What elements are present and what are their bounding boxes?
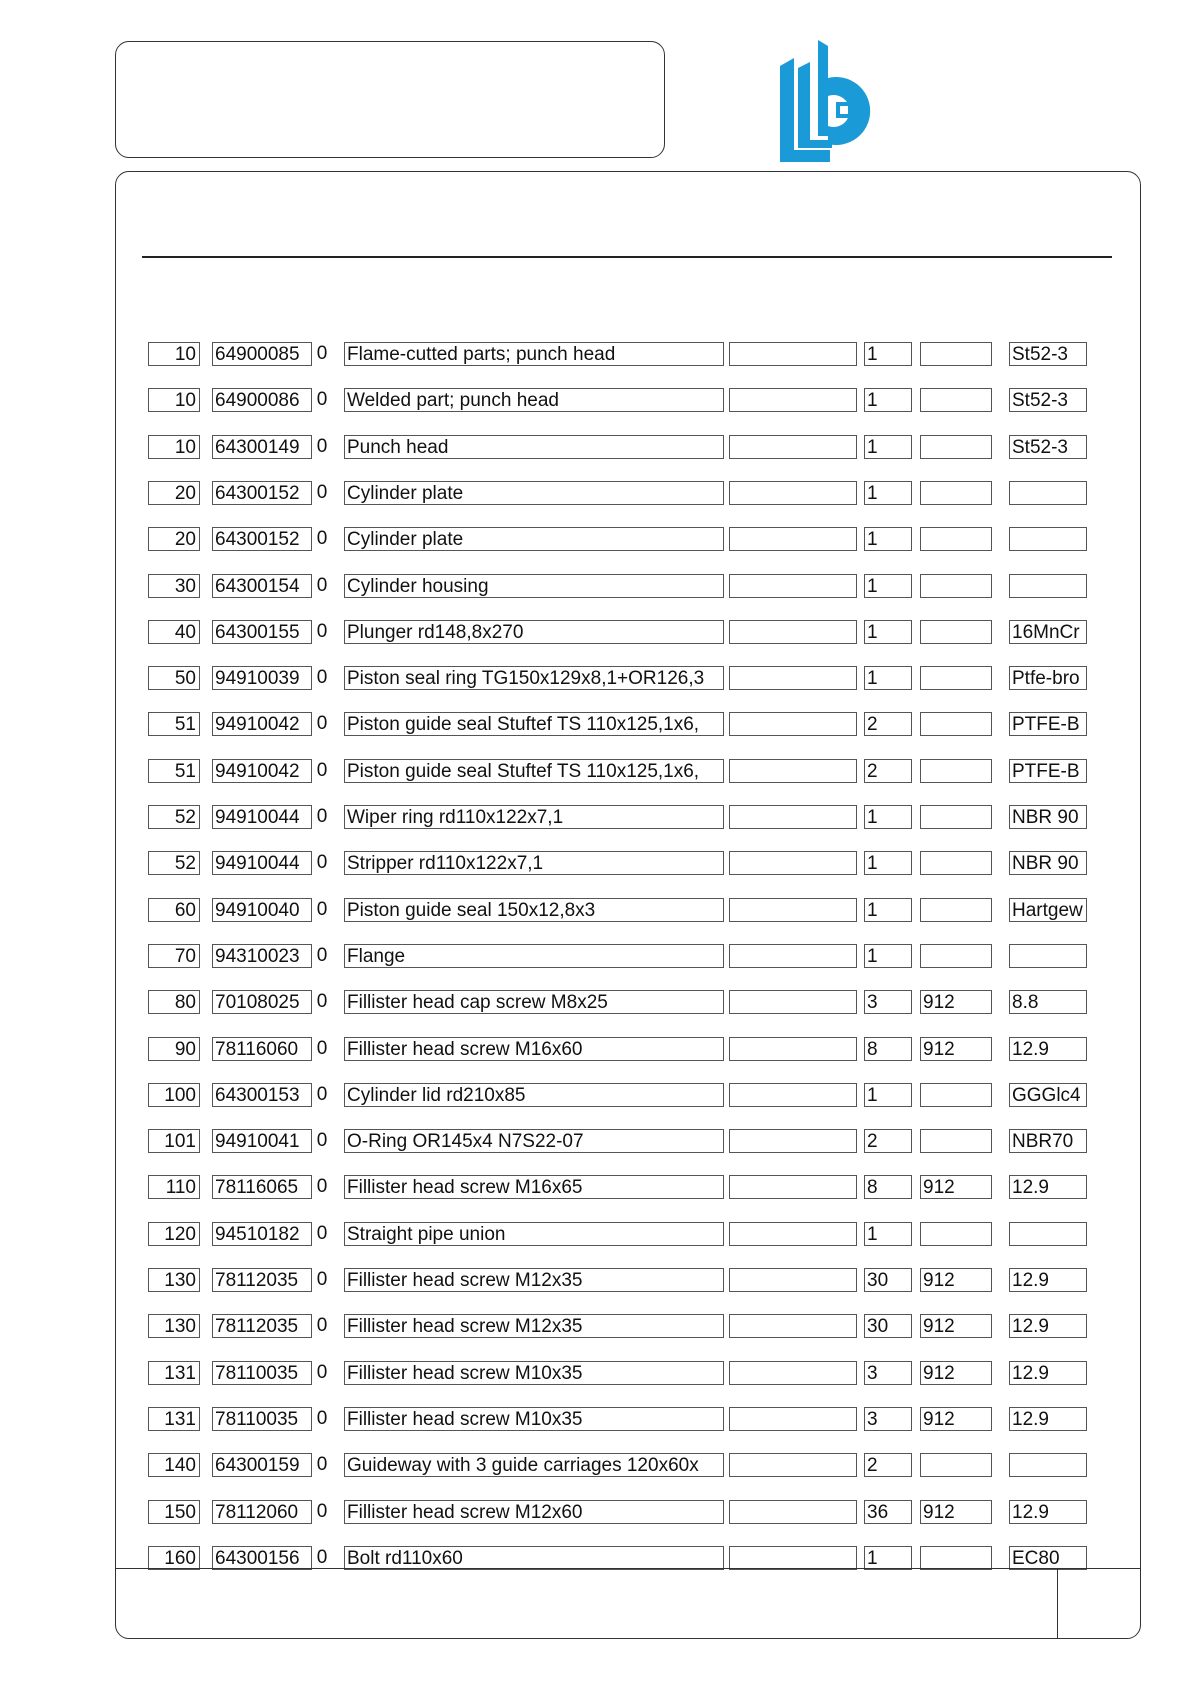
standard-cell — [920, 388, 992, 412]
revision-cell: 0 — [316, 806, 328, 827]
table-row — [0, 1453, 1190, 1479]
revision-cell: 0 — [316, 852, 328, 873]
pos-cell: 40 — [148, 620, 200, 644]
pos-cell: 131 — [148, 1407, 200, 1431]
quantity-cell: 1 — [864, 1222, 912, 1246]
part-number-cell: 64300154 — [212, 574, 312, 598]
quantity-cell: 2 — [864, 1129, 912, 1153]
standard-cell: 912 — [920, 1500, 992, 1524]
revision-cell: 0 — [316, 1547, 328, 1568]
blank-cell — [729, 666, 857, 690]
material-cell — [1009, 1453, 1087, 1477]
part-number-cell: 94910042 — [212, 759, 312, 783]
pos-cell: 150 — [148, 1500, 200, 1524]
blank-cell — [729, 1314, 857, 1338]
table-row — [0, 851, 1190, 877]
table-row — [0, 1083, 1190, 1109]
part-number-cell: 64900086 — [212, 388, 312, 412]
pos-cell: 20 — [148, 481, 200, 505]
revision-cell: 0 — [316, 713, 328, 734]
blank-cell — [729, 1268, 857, 1292]
blank-cell — [729, 527, 857, 551]
part-number-cell: 94910044 — [212, 805, 312, 829]
part-number-cell: 78116060 — [212, 1037, 312, 1061]
description-cell: Piston guide seal Stuftef TS 110x125,1x6, — [344, 759, 724, 783]
blank-cell — [729, 574, 857, 598]
revision-cell: 0 — [316, 945, 328, 966]
revision-cell: 0 — [316, 1454, 328, 1475]
quantity-cell: 8 — [864, 1037, 912, 1061]
blank-cell — [729, 388, 857, 412]
blank-cell — [729, 944, 857, 968]
part-number-cell: 78112035 — [212, 1314, 312, 1338]
revision-cell: 0 — [316, 1501, 328, 1522]
standard-cell: 912 — [920, 1175, 992, 1199]
revision-cell: 0 — [316, 436, 328, 457]
material-cell — [1009, 481, 1087, 505]
standard-cell — [920, 1546, 992, 1570]
description-cell: Piston seal ring TG150x129x8,1+OR126,3 — [344, 666, 724, 690]
standard-cell: 912 — [920, 1361, 992, 1385]
part-number-cell: 94310023 — [212, 944, 312, 968]
pos-cell: 140 — [148, 1453, 200, 1477]
standard-cell: 912 — [920, 990, 992, 1014]
material-cell: PTFE-B — [1009, 759, 1087, 783]
quantity-cell: 1 — [864, 481, 912, 505]
quantity-cell: 30 — [864, 1268, 912, 1292]
description-cell: Cylinder plate — [344, 527, 724, 551]
table-row — [0, 898, 1190, 924]
table-row — [0, 1268, 1190, 1294]
part-number-cell: 64300149 — [212, 435, 312, 459]
pos-cell: 160 — [148, 1546, 200, 1570]
standard-cell — [920, 1222, 992, 1246]
material-cell: NBR 90 — [1009, 805, 1087, 829]
description-cell: Piston guide seal Stuftef TS 110x125,1x6, — [344, 712, 724, 736]
description-cell: Cylinder lid rd210x85 — [344, 1083, 724, 1107]
material-cell: GGGlc4 — [1009, 1083, 1087, 1107]
description-cell: Fillister head screw M10x35 — [344, 1361, 724, 1385]
material-cell: NBR70 — [1009, 1129, 1087, 1153]
description-cell: Bolt rd110x60 — [344, 1546, 724, 1570]
revision-cell: 0 — [316, 1223, 328, 1244]
material-cell — [1009, 944, 1087, 968]
quantity-cell: 1 — [864, 388, 912, 412]
material-cell — [1009, 1222, 1087, 1246]
material-cell: St52-3 — [1009, 342, 1087, 366]
standard-cell — [920, 898, 992, 922]
part-number-cell: 78112060 — [212, 1500, 312, 1524]
standard-cell: 912 — [920, 1037, 992, 1061]
pos-cell: 20 — [148, 527, 200, 551]
material-cell: 12.9 — [1009, 1361, 1087, 1385]
part-number-cell: 94910041 — [212, 1129, 312, 1153]
blank-cell — [729, 1453, 857, 1477]
description-cell: Flange — [344, 944, 724, 968]
part-number-cell: 64300152 — [212, 527, 312, 551]
part-number-cell: 64300156 — [212, 1546, 312, 1570]
standard-cell — [920, 620, 992, 644]
part-number-cell: 64300155 — [212, 620, 312, 644]
revision-cell: 0 — [316, 1038, 328, 1059]
standard-cell — [920, 1453, 992, 1477]
material-cell: 8.8 — [1009, 990, 1087, 1014]
description-cell: Fillister head screw M12x35 — [344, 1268, 724, 1292]
table-row — [0, 527, 1190, 553]
blank-cell — [729, 1083, 857, 1107]
material-cell — [1009, 527, 1087, 551]
table-row — [0, 342, 1190, 368]
revision-cell: 0 — [316, 575, 328, 596]
pos-cell: 52 — [148, 805, 200, 829]
revision-cell: 0 — [316, 760, 328, 781]
revision-cell: 0 — [316, 1362, 328, 1383]
quantity-cell: 3 — [864, 1407, 912, 1431]
blank-cell — [729, 1037, 857, 1061]
description-cell: Fillister head cap screw M8x25 — [344, 990, 724, 1014]
material-cell: 12.9 — [1009, 1037, 1087, 1061]
pos-cell: 110 — [148, 1175, 200, 1199]
quantity-cell: 2 — [864, 712, 912, 736]
blank-cell — [729, 1500, 857, 1524]
pos-cell: 50 — [148, 666, 200, 690]
blank-cell — [729, 435, 857, 459]
description-cell: Welded part; punch head — [344, 388, 724, 412]
quantity-cell: 1 — [864, 574, 912, 598]
table-row — [0, 435, 1190, 461]
table-row — [0, 574, 1190, 600]
quantity-cell: 1 — [864, 1546, 912, 1570]
part-number-cell: 64900085 — [212, 342, 312, 366]
blank-cell — [729, 1361, 857, 1385]
revision-cell: 0 — [316, 621, 328, 642]
standard-cell — [920, 805, 992, 829]
blank-cell — [729, 1546, 857, 1570]
pos-cell: 90 — [148, 1037, 200, 1061]
description-cell: Fillister head screw M10x35 — [344, 1407, 724, 1431]
table-row — [0, 1222, 1190, 1248]
description-cell: Piston guide seal 150x12,8x3 — [344, 898, 724, 922]
revision-cell: 0 — [316, 343, 328, 364]
quantity-cell: 1 — [864, 898, 912, 922]
quantity-cell: 1 — [864, 805, 912, 829]
revision-cell: 0 — [316, 991, 328, 1012]
part-number-cell: 78116065 — [212, 1175, 312, 1199]
pos-cell: 10 — [148, 388, 200, 412]
part-number-cell: 94910040 — [212, 898, 312, 922]
description-cell: Fillister head screw M16x60 — [344, 1037, 724, 1061]
standard-cell — [920, 435, 992, 459]
quantity-cell: 36 — [864, 1500, 912, 1524]
table-row — [0, 944, 1190, 970]
revision-cell: 0 — [316, 528, 328, 549]
pos-cell: 51 — [148, 712, 200, 736]
blank-cell — [729, 1407, 857, 1431]
material-cell: Ptfe-bro — [1009, 666, 1087, 690]
pos-cell: 70 — [148, 944, 200, 968]
standard-cell — [920, 944, 992, 968]
part-number-cell: 64300152 — [212, 481, 312, 505]
blank-cell — [729, 990, 857, 1014]
quantity-cell: 3 — [864, 990, 912, 1014]
table-row — [0, 805, 1190, 831]
blank-cell — [729, 1175, 857, 1199]
part-number-cell: 94510182 — [212, 1222, 312, 1246]
standard-cell — [920, 666, 992, 690]
revision-cell: 0 — [316, 1408, 328, 1429]
revision-cell: 0 — [316, 667, 328, 688]
part-number-cell: 64300159 — [212, 1453, 312, 1477]
standard-cell: 912 — [920, 1314, 992, 1338]
quantity-cell: 1 — [864, 666, 912, 690]
material-cell: St52-3 — [1009, 388, 1087, 412]
standard-cell — [920, 1083, 992, 1107]
quantity-cell: 30 — [864, 1314, 912, 1338]
description-cell: Fillister head screw M12x35 — [344, 1314, 724, 1338]
table-row — [0, 990, 1190, 1016]
standard-cell — [920, 759, 992, 783]
description-cell: Straight pipe union — [344, 1222, 724, 1246]
material-cell: EC80 — [1009, 1546, 1087, 1570]
quantity-cell: 1 — [864, 620, 912, 644]
table-row — [0, 1500, 1190, 1526]
part-number-cell: 78112035 — [212, 1268, 312, 1292]
blank-cell — [729, 481, 857, 505]
quantity-cell: 2 — [864, 1453, 912, 1477]
table-row — [0, 620, 1190, 646]
table-row — [0, 1129, 1190, 1155]
table-row — [0, 1175, 1190, 1201]
description-cell: Punch head — [344, 435, 724, 459]
part-number-cell: 94910042 — [212, 712, 312, 736]
part-number-cell: 78110035 — [212, 1361, 312, 1385]
revision-cell: 0 — [316, 482, 328, 503]
blank-cell — [729, 805, 857, 829]
part-number-cell: 78110035 — [212, 1407, 312, 1431]
material-cell: 12.9 — [1009, 1175, 1087, 1199]
quantity-cell: 3 — [864, 1361, 912, 1385]
pos-cell: 120 — [148, 1222, 200, 1246]
revision-cell: 0 — [316, 1176, 328, 1197]
revision-cell: 0 — [316, 389, 328, 410]
revision-cell: 0 — [316, 1269, 328, 1290]
revision-cell: 0 — [316, 1084, 328, 1105]
revision-cell: 0 — [316, 899, 328, 920]
description-cell: O-Ring OR145x4 N7S22-07 — [344, 1129, 724, 1153]
pos-cell: 60 — [148, 898, 200, 922]
description-cell: Plunger rd148,8x270 — [344, 620, 724, 644]
blank-cell — [729, 342, 857, 366]
description-cell: Stripper rd110x122x7,1 — [344, 851, 724, 875]
quantity-cell: 8 — [864, 1175, 912, 1199]
pos-cell: 30 — [148, 574, 200, 598]
part-number-cell: 64300153 — [212, 1083, 312, 1107]
pos-cell: 130 — [148, 1314, 200, 1338]
pos-cell: 131 — [148, 1361, 200, 1385]
description-cell: Cylinder housing — [344, 574, 724, 598]
pos-cell: 80 — [148, 990, 200, 1014]
standard-cell — [920, 851, 992, 875]
quantity-cell: 1 — [864, 1083, 912, 1107]
table-row — [0, 666, 1190, 692]
part-number-cell: 94910044 — [212, 851, 312, 875]
material-cell: NBR 90 — [1009, 851, 1087, 875]
pos-cell: 52 — [148, 851, 200, 875]
material-cell: 16MnCr — [1009, 620, 1087, 644]
description-cell: Wiper ring rd110x122x7,1 — [344, 805, 724, 829]
blank-cell — [729, 1222, 857, 1246]
material-cell: 12.9 — [1009, 1314, 1087, 1338]
description-cell: Fillister head screw M16x65 — [344, 1175, 724, 1199]
material-cell: St52-3 — [1009, 435, 1087, 459]
standard-cell: 912 — [920, 1268, 992, 1292]
standard-cell — [920, 527, 992, 551]
part-number-cell: 94910039 — [212, 666, 312, 690]
blank-cell — [729, 851, 857, 875]
quantity-cell: 1 — [864, 342, 912, 366]
standard-cell: 912 — [920, 1407, 992, 1431]
standard-cell — [920, 1129, 992, 1153]
quantity-cell: 2 — [864, 759, 912, 783]
material-cell — [1009, 574, 1087, 598]
material-cell: 12.9 — [1009, 1268, 1087, 1292]
standard-cell — [920, 712, 992, 736]
table-row — [0, 1361, 1190, 1387]
pos-cell: 130 — [148, 1268, 200, 1292]
standard-cell — [920, 481, 992, 505]
table-row — [0, 481, 1190, 507]
quantity-cell: 1 — [864, 851, 912, 875]
blank-cell — [729, 620, 857, 644]
material-cell: Hartgew — [1009, 898, 1087, 922]
table-row — [0, 1037, 1190, 1063]
standard-cell — [920, 342, 992, 366]
material-cell: 12.9 — [1009, 1407, 1087, 1431]
description-cell: Cylinder plate — [344, 481, 724, 505]
revision-cell: 0 — [316, 1315, 328, 1336]
blank-cell — [729, 1129, 857, 1153]
standard-cell — [920, 574, 992, 598]
table-row — [0, 388, 1190, 414]
part-number-cell: 70108025 — [212, 990, 312, 1014]
table-row — [0, 712, 1190, 738]
material-cell: 12.9 — [1009, 1500, 1087, 1524]
table-row — [0, 1407, 1190, 1433]
table-row — [0, 1314, 1190, 1340]
description-cell: Fillister head screw M12x60 — [344, 1500, 724, 1524]
table-row — [0, 759, 1190, 785]
pos-cell: 101 — [148, 1129, 200, 1153]
quantity-cell: 1 — [864, 435, 912, 459]
revision-cell: 0 — [316, 1130, 328, 1151]
pos-cell: 10 — [148, 435, 200, 459]
pos-cell: 10 — [148, 342, 200, 366]
material-cell: PTFE-B — [1009, 712, 1087, 736]
blank-cell — [729, 712, 857, 736]
footer-column-divider — [1057, 1568, 1058, 1638]
blank-cell — [729, 898, 857, 922]
quantity-cell: 1 — [864, 944, 912, 968]
description-cell: Flame-cutted parts; punch head — [344, 342, 724, 366]
pos-cell: 100 — [148, 1083, 200, 1107]
quantity-cell: 1 — [864, 527, 912, 551]
description-cell: Guideway with 3 guide carriages 120x60x — [344, 1453, 724, 1477]
blank-cell — [729, 759, 857, 783]
pos-cell: 51 — [148, 759, 200, 783]
footer-divider — [115, 1568, 1141, 1569]
